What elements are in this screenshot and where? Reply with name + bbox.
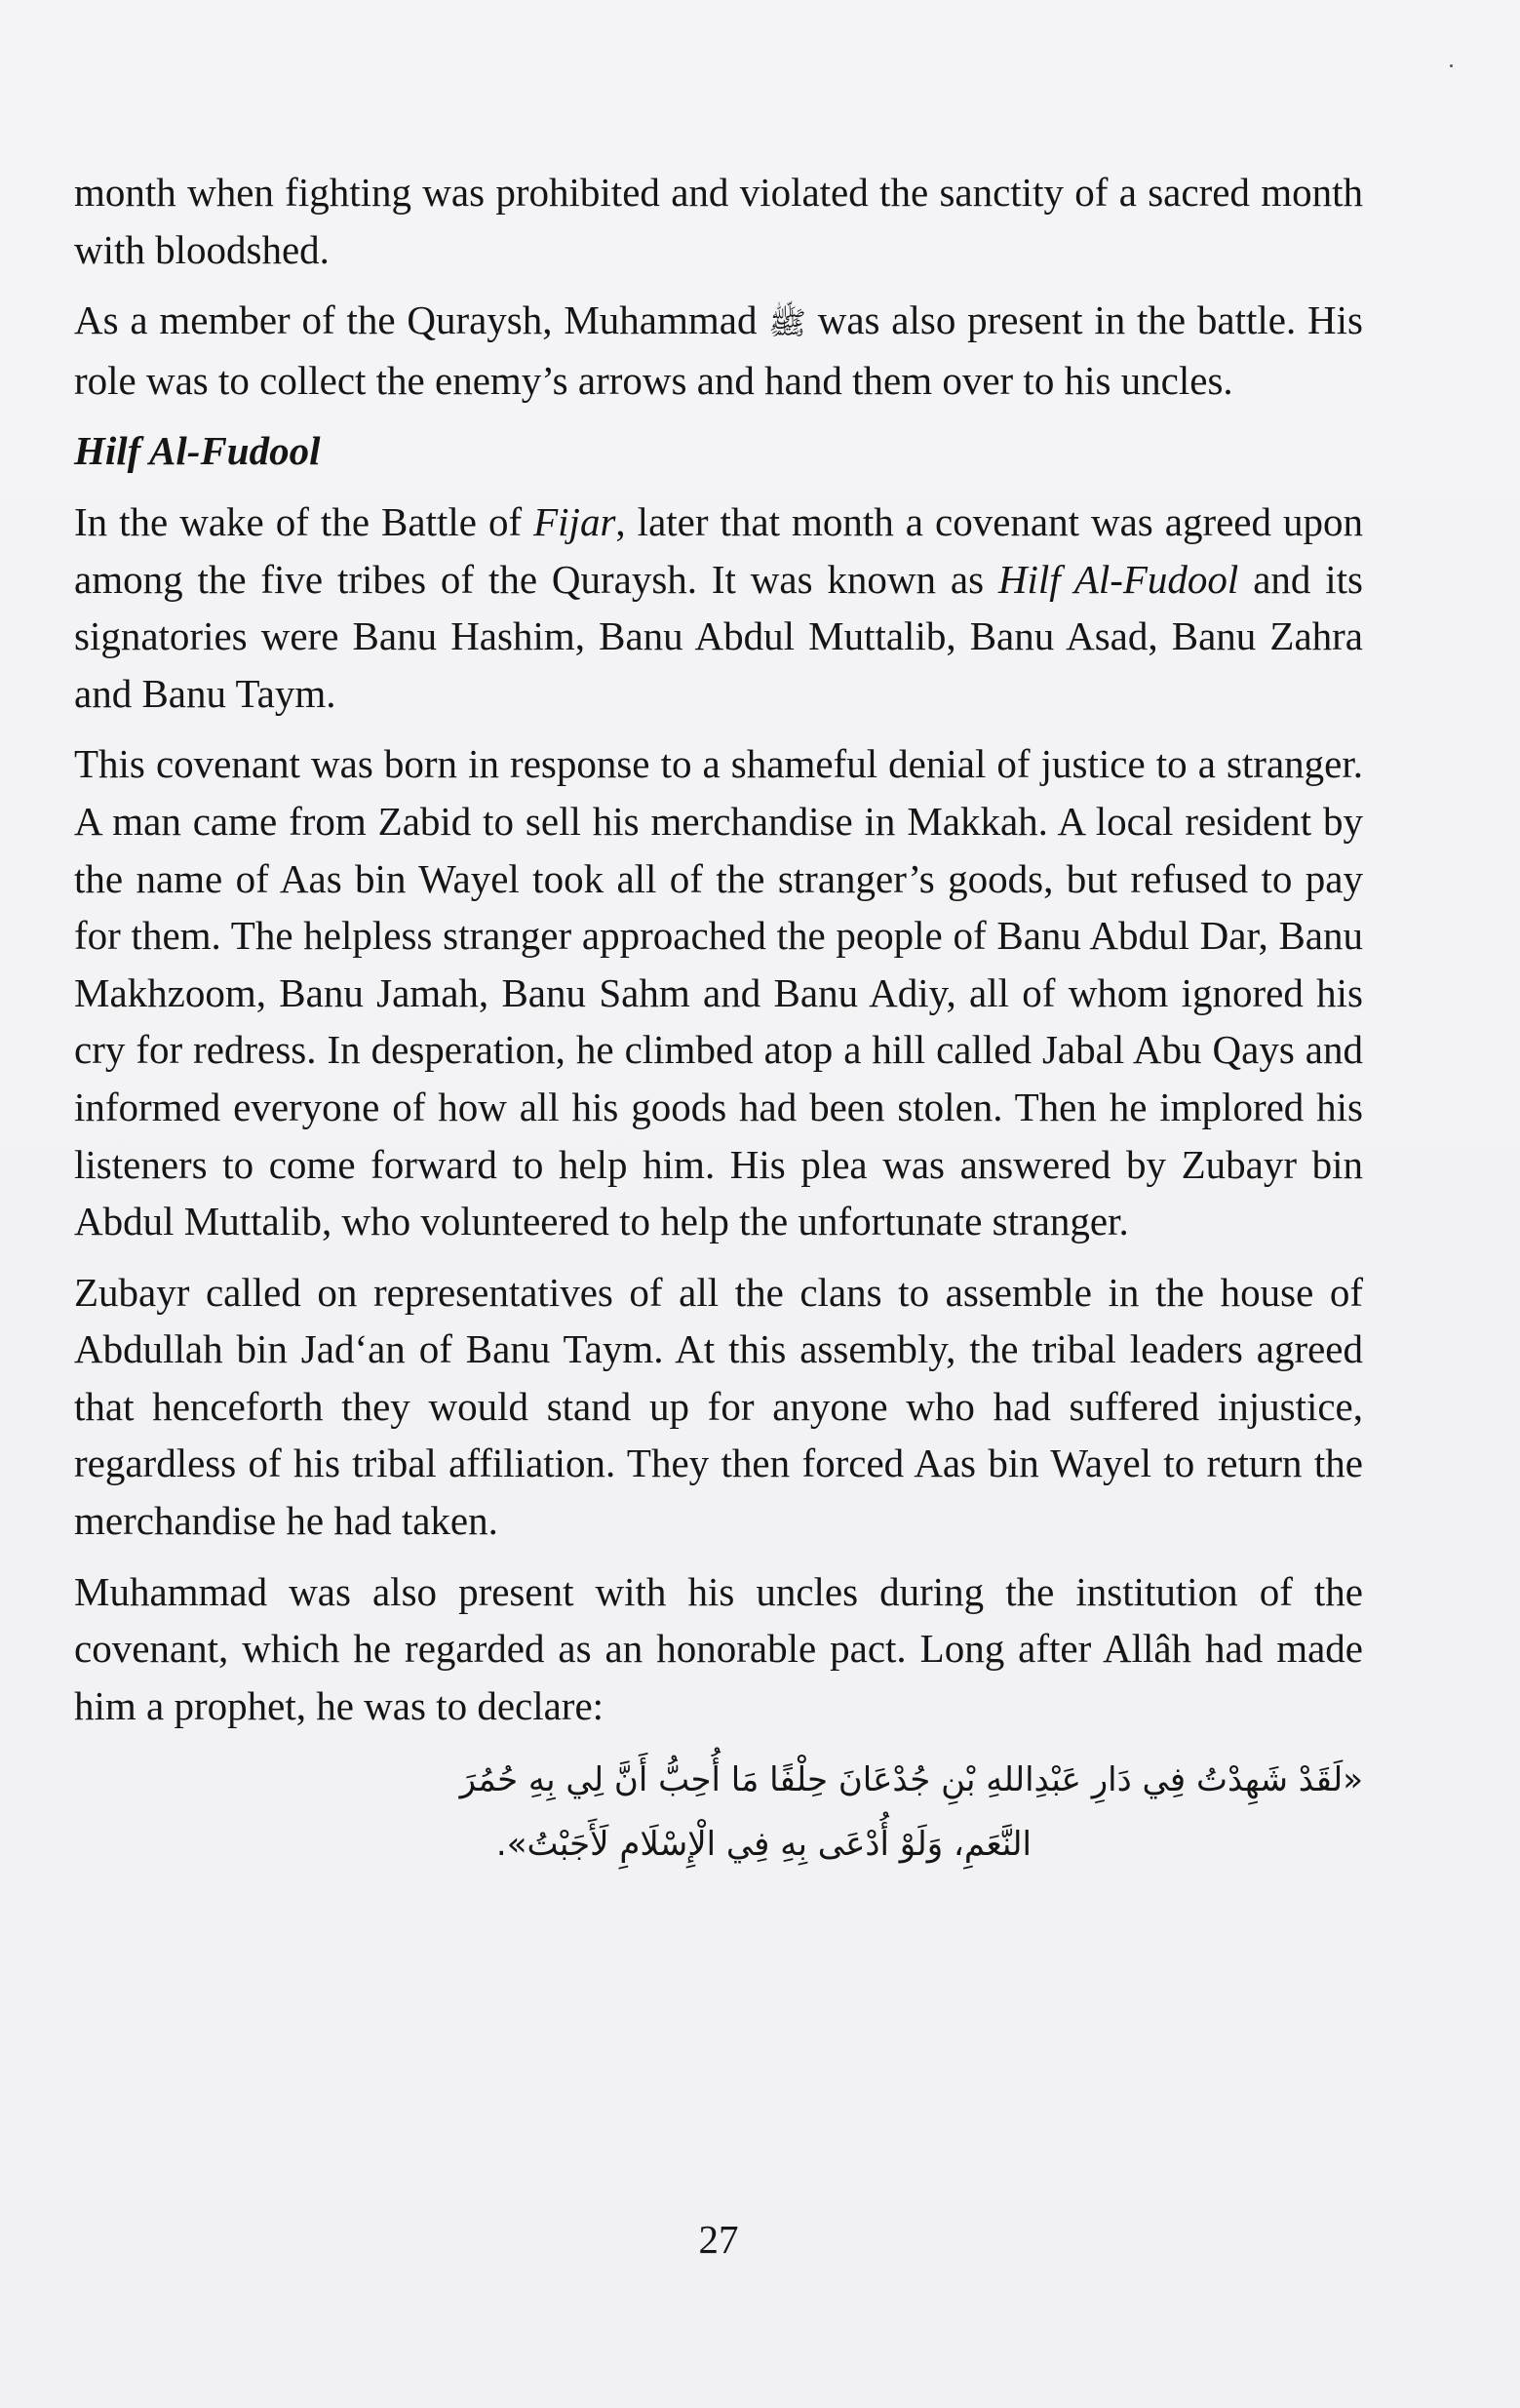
- page-number: 27: [698, 2217, 739, 2262]
- section-heading: Hilf Al-Fudool: [74, 428, 321, 474]
- speck-mark: [1450, 64, 1453, 67]
- paragraph-1: month when fighting was prohibited and violated the sanctity of a sacred month with bloodshed.: [74, 170, 1363, 272]
- hilf-term: Hilf Al-Fudool: [997, 556, 1239, 602]
- salutation-symbol: ﷺ: [768, 304, 806, 342]
- paragraph-3-c: and its signatories were Banu Hashim, Banu Abdul Muttalib, Banu Asad, Banu Zahra and Banu Taym.: [74, 556, 1363, 716]
- paragraph-2-end: was also present in the battle. His role was to collect the enemy’s arrows and hand them over to his uncles.: [74, 297, 1364, 403]
- arabic-quote: [74, 1748, 1363, 1876]
- arabic-quote-line-1: «لَقَدْ شَهِدْتُ فِي دَارِ عَبْدِاللهِ بْنِ جُدْعَانَ حِلْفًا مَا أُحِبُّ أَنَّ لِي بِهِ حُمُرَ: [459, 1760, 1363, 1800]
- page-body: [74, 164, 1363, 1876]
- paragraph-4: This covenant was born in response to a shameful denial of justice to a stranger. A man came from Zabid to sell his merchandise in Makkah. A local resident by the name of Aas bin Wayel took all of the stranger’s goods, but refused to pay for them. The helpless stranger approached the people of Banu Abdul Dar, Banu Makhzoom, Banu Jamah, Banu Sahm and Banu Adiy, all of whom ignored his cry for redress. In desperation, he climbed atop a hill called Jabal Abu Qays and informed everyone of how all his goods had been stolen. Then he implored his listeners to come forward to help him. His plea was answered by Zubayr bin Abdul Muttalib, who volunteered to help the unfortunate stranger.: [74, 741, 1363, 1244]
- arabic-quote-line-2: النَّعَمِ، وَلَوْ أُدْعَى بِهِ فِي الْإِسْلَامِ لَأَجَبْتُ».: [495, 1825, 1032, 1865]
- fijar-term: Fijar: [533, 498, 616, 544]
- paragraph-5: Zubayr called on representatives of all the clans to assemble in the house of Abdullah bin Jad‘an of Banu Taym. At this assembly, the tribal leaders agreed that henceforth they would stand up for anyone who had suffered injustice, regardless of his tribal affiliation. They then forced Aas bin Wayel to return the merchandise he had taken.: [74, 1269, 1363, 1544]
- paragraph-3: [74, 493, 1363, 722]
- paragraph-3-b: , later that month a covenant was agreed upon among the five tribes of the Quraysh. It was known as: [74, 498, 1364, 602]
- paragraph-3-a: In the wake of the Battle of: [74, 498, 523, 544]
- paragraph-2-start: As a member of the Quraysh, Muhammad: [74, 297, 758, 343]
- paragraph-2: [74, 292, 1363, 409]
- paragraph-6: Muhammad was also present with his uncles during the institution of the covenant, which he regarded as an honorable pact. Long after Allâh had made him a prophet, he was to declare:: [74, 1568, 1363, 1728]
